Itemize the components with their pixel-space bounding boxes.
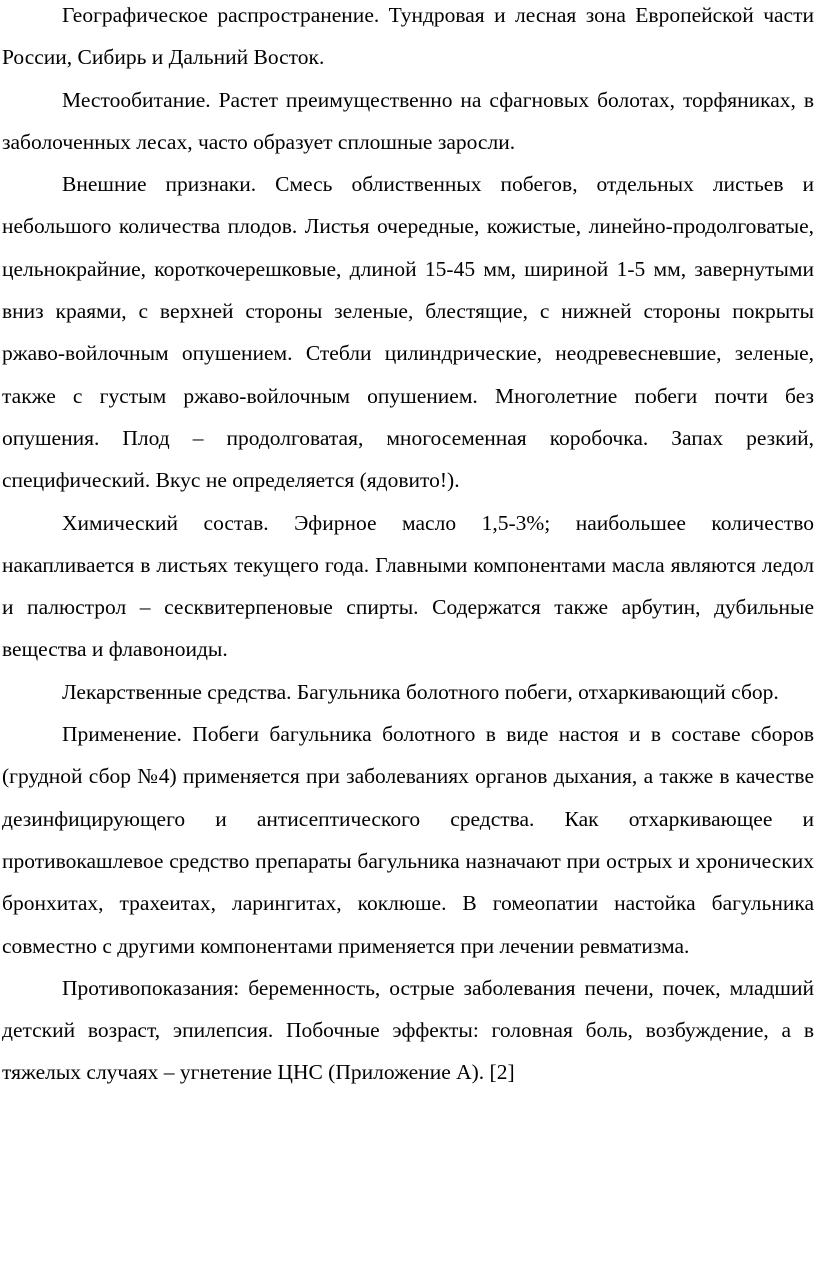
paragraph-chemical-composition: Химический состав. Эфирное масло 1,5-3%; наибольшее количество накапливается в листьях текущего года. Главными компонентами масла являются ледол и палюстрол – сесквитерпеновые спирты. Содержатся также арбутин, дубильные вещества и флавоноиды. (2, 510, 814, 662)
paragraph-application: Применение. Побеги багульника болотного в виде настоя и в составе сборов (грудной сбор №4) применяется при заболеваниях органов дыхания, а также в качестве дезинфицирующего и антисептического средства. Как отхаркивающее и противокашлевое средство препараты багульника назначают при острых и хронических бронхитах, трахеитах, ларингитах, коклюше. В гомеопатии настойка багульника совместно с другими компонентами применяется при лечении ревматизма. (2, 722, 814, 958)
paragraph-contraindications: Противопоказания: беременность, острые заболевания печени, почек, младший детский возраст, эпилепсия. Побочные эффекты: головная боль, возбуждение, а в тяжелых случаях – угнетение ЦНС (Приложение А). [2] (2, 975, 814, 1085)
document-body (2, 0, 814, 1094)
paragraph-distribution: Географическое распространение. Тундровая и лесная зона Европейской части России, Сибирь и Дальний Восток. (2, 3, 814, 70)
paragraph-habitat: Местообитание. Растет преимущественно на сфагновых болотах, торфяниках, в заболоченных лесах, часто образует сплошные заросли. (2, 87, 814, 154)
paragraph-external-features: Внешние признаки. Смесь облиственных побегов, отдельных листьев и небольшого количества плодов. Листья очередные, кожистые, линейно-продолговатые, цельнокрайние, короткочерешковые, длиной 15-45 мм, шириной 1-5 мм, завернутыми вниз краями, с верхней стороны зеленые, блестящие, с нижней стороны покрыты ржаво-войлочным опушением. Стебли цилиндрические, неодревесневшие, зеленые, также с густым ржаво-войлочным опушением. Многолетние побеги почти без опушения. Плод – продолговатая, многосеменная коробочка. Запах резкий, специфический. Вкус не определяется (ядовито!). (2, 172, 814, 493)
paragraph-medicinal-products: Лекарственные средства. Багульника болотного побеги, отхаркивающий сбор. (62, 679, 779, 704)
